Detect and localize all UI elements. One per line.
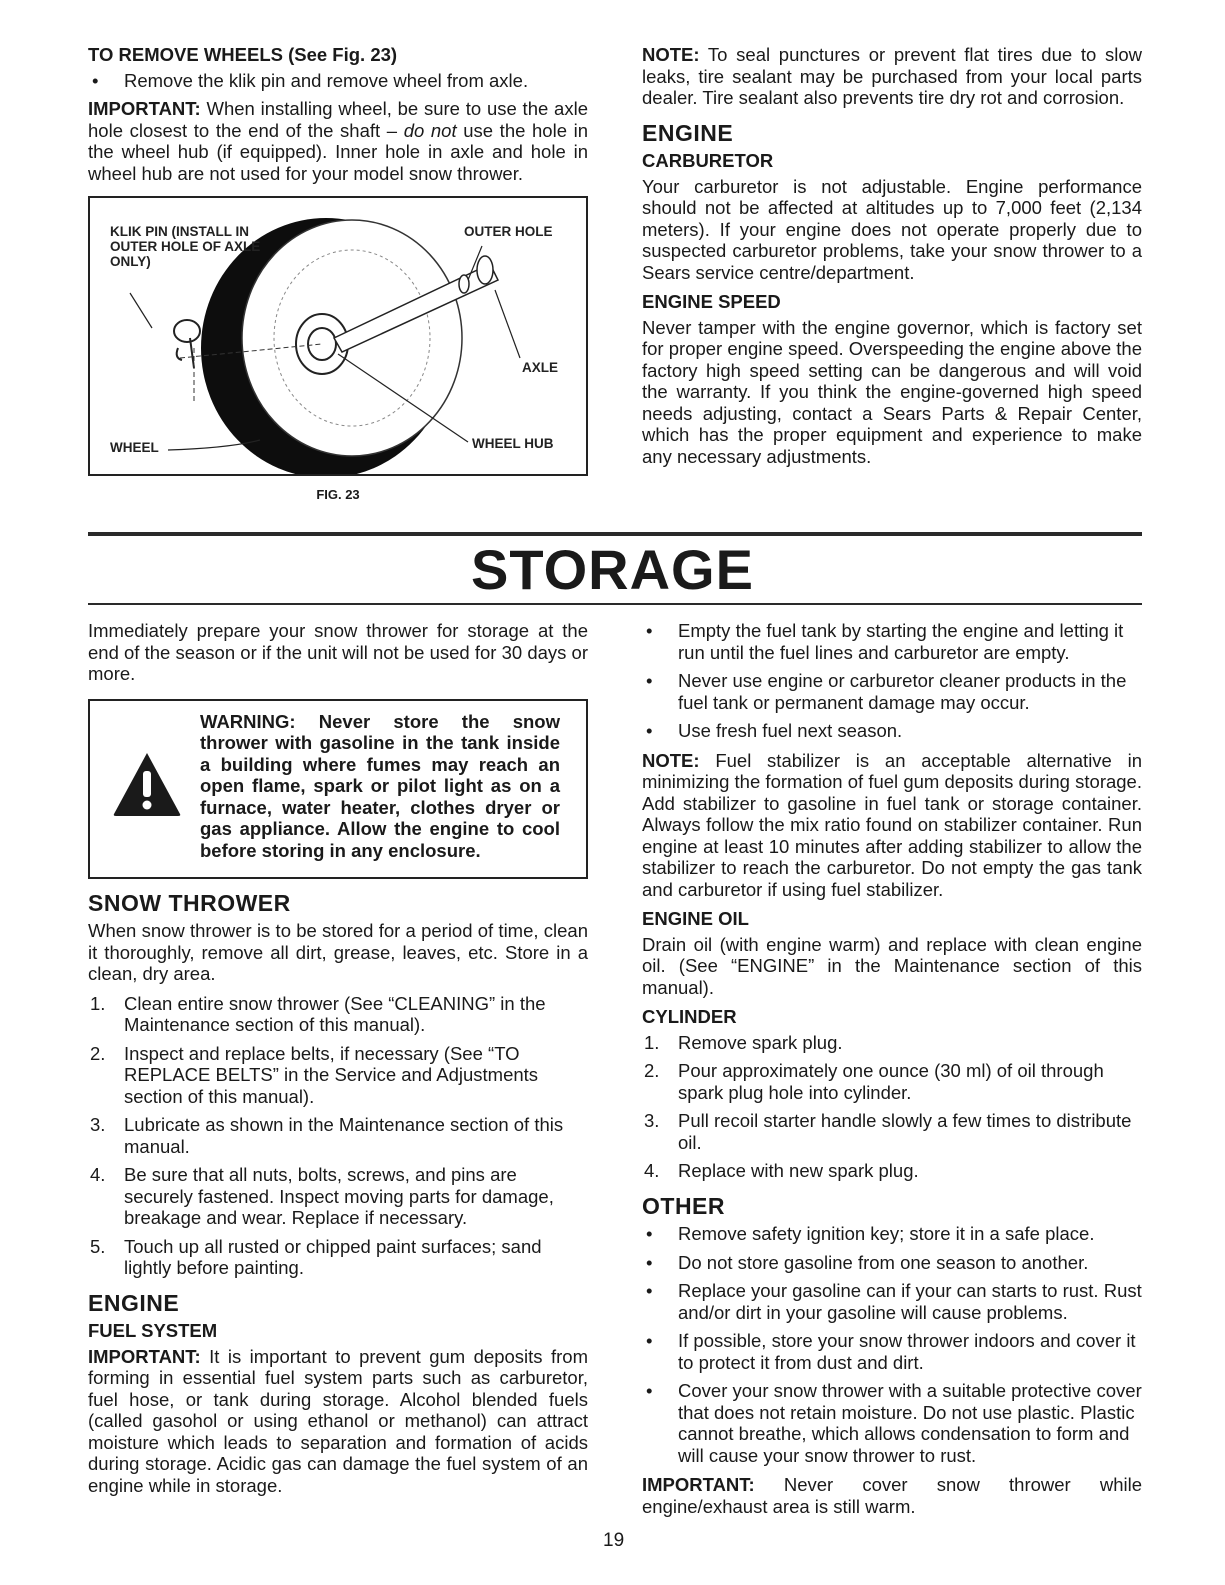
wheels-section	[88, 44, 588, 506]
list-item: 2. Inspect and replace belts, if necessary (See “TO REPLACE BELTS” in the Service and Adjustments section of this manual).	[90, 1042, 539, 1107]
fuel-system-text	[88, 1346, 588, 1497]
klik-pin-shape	[174, 320, 200, 342]
other-bullets	[642, 1223, 1142, 1466]
carburetor-heading: CARBURETOR	[642, 150, 774, 171]
figure-label-outer-hole: OUTER HOLE	[464, 224, 553, 239]
engine-speed-text: Never tamper with the engine governor, which is factory set for proper engine speed. Overspeeding the engine above the factory high speed setting can be dangerous and will void the warranty. If you think the engine-governed high speed needs adjusting, contact a Sears Parts & Repair Center, which has the proper equipment and experience to make any necessary adjustments.	[642, 316, 1142, 467]
list-item: 1. Clean entire snow thrower (See “CLEANING” in the Maintenance section of this manual).	[90, 992, 546, 1035]
carburetor-text: Your carburetor is not adjustable. Engine performance should not be affected at altitudes up to 7,000 feet (2,134 meters). If your engine does not operate properly due to suspected carburetor problems, take your snow thrower to a Sears service centre/department.	[642, 175, 1142, 283]
list-item: • Replace your gasoline can if your can starts to rust. Rust and/or dirt in your gasoline will cause problems.	[642, 1280, 1142, 1323]
stabilizer-note-lead: NOTE:	[642, 749, 700, 771]
storage-rule-bottom	[88, 603, 1142, 605]
engine-speed-heading: ENGINE SPEED	[642, 291, 781, 312]
tire-note-text: To seal punctures or prevent flat tires due to slow leaks, tire sealant may be purchased from your local parts dealer. Tire sealant also prevents tire dry rot and corrosion.	[642, 44, 1142, 108]
fuel-bullets	[642, 620, 1142, 742]
warning-triangle-icon	[112, 751, 182, 817]
list-item: 3. Lubricate as shown in the Maintenance section of this manual.	[90, 1114, 564, 1157]
wheels-important-em: do not	[403, 119, 457, 141]
figure-label-klik-pin: KLIK PIN (INSTALL IN OUTER HOLE OF AXLE ONLY)	[110, 224, 261, 269]
wheels-important	[88, 98, 588, 184]
storage-engine-heading: ENGINE	[88, 1289, 180, 1316]
list-item: 4. Replace with new spark plug.	[644, 1160, 919, 1181]
final-important-lead: IMPORTANT:	[642, 1474, 755, 1495]
list-item: • Use fresh fuel next season.	[642, 720, 1142, 742]
wheels-important-post: use the hole in the wheel hub (if equipped). Inner hole in axle and hole in wheel hub are not used for your model snow thrower.	[88, 119, 589, 184]
list-item: 2. Pour approximately one ounce (30 ml) of oil through spark plug hole into cylinder.	[644, 1060, 1104, 1103]
list-item: • Cover your snow thrower with a suitable protective cover that does not retain moisture. Do not use plastic. Plastic cannot breathe, which allows condensation to form and will cause your snow thrower to rust.	[642, 1380, 1142, 1466]
storage-title: STORAGE	[471, 538, 754, 601]
stabilizer-note-text: Fuel stabilizer is an acceptable alternative in minimizing the formation of fuel gum deposits during storage. Add stabilizer to gasoline in fuel tank or storage container. Always follow the mix ratio found on stabilizer container. Run engine at least 10 minutes after adding stabilizer to allow the stabilizer to reach the carburetor. Do not empty the gas tank and carburetor if using fuel stabilizer.	[642, 749, 1142, 900]
wheels-important-lead: IMPORTANT:	[88, 98, 201, 119]
figure-23	[88, 196, 588, 476]
snow-thrower-steps	[88, 993, 588, 1279]
wheels-bullet: • Remove the klik pin and remove wheel from axle.	[88, 70, 588, 92]
engine-heading: ENGINE	[642, 119, 734, 146]
snow-thrower-heading: SNOW THROWER	[88, 889, 291, 916]
final-important-text: Never cover snow thrower while engine/exhaust area is still warm.	[642, 1474, 1142, 1517]
list-item: 4. Be sure that all nuts, bolts, screws, and pins are securely fastened. Inspect moving parts for damage, breakage and wear. Replace if necessary.	[90, 1164, 554, 1228]
page-number: 19	[603, 1530, 625, 1551]
fuel-important-text: It is important to prevent gum deposits from forming in essential fuel system parts such as carburetor, fuel hose, or tank during storage. Alcohol blended fuels (called gasohol or using ethanol or methanol) can attract moisture which leads to separation and formation of acids during storage. Acidic gas can damage the fuel system of an engine while in storage.	[88, 1345, 588, 1496]
stabilizer-note	[642, 750, 1142, 901]
cylinder-heading: CYLINDER	[642, 1006, 737, 1027]
warning-box	[88, 699, 588, 879]
fuel-important-lead: IMPORTANT:	[88, 1345, 201, 1367]
cylinder-steps	[642, 1032, 1142, 1182]
figure-label-wheel: WHEEL	[110, 440, 159, 455]
storage-intro: Immediately prepare your snow thrower for storage at the end of the season or if the unit will not be used for 30 days or more.	[88, 620, 588, 684]
engine-oil-text: Drain oil (with engine warm) and replace with clean engine oil. (See “ENGINE” in the Maintenance section of this manual).	[642, 933, 1142, 998]
figure-label-axle: AXLE	[522, 360, 559, 375]
engine-section	[642, 44, 1142, 475]
figure-caption: FIG. 23	[316, 487, 360, 502]
snow-thrower-text: When snow thrower is to be stored for a period of time, clean it thoroughly, remove all dirt, grease, leaves, etc. Store in a clean, dry area.	[88, 920, 588, 984]
figure-label-wheel-hub: WHEEL HUB	[472, 436, 554, 451]
other-heading: OTHER	[642, 1192, 725, 1219]
list-item: 3. Pull recoil starter handle slowly a few times to distribute oil.	[644, 1110, 1132, 1153]
list-item: • Empty the fuel tank by starting the engine and letting it run until the fuel lines and carburetor are empty.	[642, 620, 1142, 663]
storage-left-column	[88, 620, 588, 1504]
list-item: 5. Touch up all rusted or chipped paint surfaces; sand lightly before painting.	[90, 1235, 542, 1278]
engine-oil-heading: ENGINE OIL	[642, 908, 749, 929]
list-item: • Do not store gasoline from one season to another.	[642, 1252, 1142, 1274]
wheels-heading: TO REMOVE WHEELS (See Fig. 23)	[88, 44, 398, 65]
tire-note-lead: NOTE:	[642, 44, 700, 65]
list-item: • Remove safety ignition key; store it in a safe place.	[642, 1223, 1142, 1245]
fuel-system-heading: FUEL SYSTEM	[88, 1320, 218, 1341]
list-item: • Never use engine or carburetor cleaner products in the fuel tank or permanent damage may occur.	[642, 670, 1142, 713]
final-important	[642, 1474, 1142, 1517]
storage-right-column	[642, 620, 1142, 1525]
warning-text: WARNING: Never store the snow thrower with gasoline in the tank inside a building where fumes may reach an open flame, spark or pilot light as on a furnace, water heater, clothes dryer or gas appliance. Allow the engine to cool before storing in any enclosure.	[200, 710, 560, 861]
list-item: • If possible, store your snow thrower indoors and cover it to protect it from dust and dirt.	[642, 1330, 1142, 1373]
list-item: 1. Remove spark plug.	[644, 1031, 843, 1053]
tire-note	[642, 44, 1142, 109]
wheels-important-pre: When installing wheel, be sure to use the axle hole closest to the end of the shaft –	[88, 98, 588, 141]
storage-rule-top	[88, 532, 1142, 536]
